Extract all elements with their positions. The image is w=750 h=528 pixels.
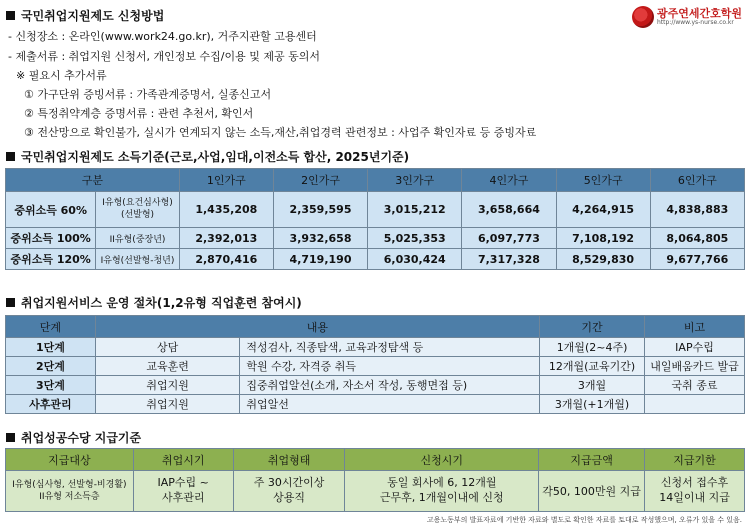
bullet-square-icon (6, 433, 15, 442)
procedure-step: 2단계 (6, 357, 96, 376)
section3-title: 취업지원서비스 운영 절차(1,2유형 직업훈련 참여시) (6, 294, 302, 311)
income-value: 4,719,190 (273, 249, 367, 270)
section1-title: 국민취업지원제도 신청방법 (6, 7, 164, 24)
procedure-note: 내일배움카드 발급 (645, 357, 745, 376)
table-row (6, 471, 745, 512)
procedure-table (5, 315, 745, 414)
section2-title: 국민취업지원제도 소득기준(근로,사업,임대,이전소득 합산, 2025년기준) (6, 148, 409, 165)
bonus-target: I유형(심사형, 선발형-비경활) II유형 저소득층 (6, 471, 134, 512)
bonus-header-amount: 지급금액 (539, 449, 645, 471)
section4-title: 취업성공수당 지급기준 (6, 429, 141, 446)
procedure-header-step: 단계 (6, 316, 96, 338)
procedure-note (645, 395, 745, 414)
income-value: 4,838,883 (650, 192, 744, 228)
footnote: 고용노동부의 발표자료에 기반한 자료와 별도로 확인한 자료를 토대로 작성했으며, 오류가 있을 수 있음. (426, 516, 742, 524)
income-value: 7,317,328 (462, 249, 556, 270)
bonus-header-target: 지급대상 (6, 449, 134, 471)
additional-docs-note: ※ 필요시 추가서류 (16, 69, 107, 82)
table-row (6, 357, 745, 376)
income-header-category: 구분 (6, 169, 180, 192)
procedure-period: 3개월 (540, 376, 645, 395)
bonus-form: 주 30시간이상 상용직 (233, 471, 345, 512)
procedure-period: 1개월(2~4주) (540, 338, 645, 357)
table-row (6, 228, 745, 249)
income-header-1p: 1인가구 (179, 169, 273, 192)
procedure-name: 교육훈련 (95, 357, 240, 376)
procedure-period: 3개월(+1개월) (540, 395, 645, 414)
procedure-content: 학원 수강, 자격증 취득 (240, 357, 540, 376)
income-table (5, 168, 745, 270)
bonus-header-form: 취업형태 (233, 449, 345, 471)
income-label: 중위소득 120% (6, 249, 96, 270)
bonus-header-timing: 취업시기 (133, 449, 233, 471)
procedure-content: 취업알선 (240, 395, 540, 414)
bonus-amount: 각50, 100만원 지급 (539, 471, 645, 512)
income-value: 8,529,830 (556, 249, 650, 270)
procedure-note: IAP수립 (645, 338, 745, 357)
income-value: 4,264,915 (556, 192, 650, 228)
logo (632, 6, 742, 28)
additional-doc-2: ② 특정취약계층 증명서류 : 관련 추천서, 확인서 (24, 107, 254, 120)
procedure-step: 1단계 (6, 338, 96, 357)
procedure-name: 취업지원 (95, 395, 240, 414)
procedure-header-period: 기간 (540, 316, 645, 338)
additional-doc-1: ① 가구단위 증빙서류 : 가족관계증명서, 실종신고서 (24, 88, 272, 101)
income-label: 중위소득 60% (6, 192, 96, 228)
income-header-4p: 4인가구 (462, 169, 556, 192)
procedure-header-content: 내용 (95, 316, 539, 338)
income-value: 3,932,658 (273, 228, 367, 249)
logo-url: http://www.ys-nurse.co.kr (656, 18, 734, 26)
procedure-period: 12개월(교육기간) (540, 357, 645, 376)
income-header-6p: 6인가구 (650, 169, 744, 192)
procedure-content: 집중취업알선(소개, 자소서 작성, 동행면접 등) (240, 376, 540, 395)
income-value: 2,870,416 (179, 249, 273, 270)
procedure-content: 적성검사, 직종탐색, 교육과정탐색 등 (240, 338, 540, 357)
income-header-5p: 5인가구 (556, 169, 650, 192)
income-type: II유형(중장년) (96, 228, 179, 249)
bullet-square-icon (6, 11, 15, 20)
bonus-deadline: 신청서 접수후 14일이내 지급 (645, 471, 745, 512)
income-value: 9,677,766 (650, 249, 744, 270)
income-value: 3,015,212 (368, 192, 462, 228)
income-value: 5,025,353 (368, 228, 462, 249)
bonus-table (5, 448, 745, 512)
income-type: I유형(선발형-청년) (96, 249, 179, 270)
table-row (6, 338, 745, 357)
income-value: 1,435,208 (179, 192, 273, 228)
bonus-header-deadline: 지급기한 (645, 449, 745, 471)
additional-doc-3: ③ 전산망으로 확인불가, 실시가 연계되지 않는 소득,재산,취업경력 관련정보 : 사업주 확인자료 등 증빙자료 (24, 126, 537, 139)
apply-location-line: - 신청장소 : 온라인(www.work24.go.kr), 거주지관할 고용센터 (8, 30, 317, 43)
income-header-2p: 2인가구 (273, 169, 367, 192)
logo-name: 광주연세간호학원 (656, 6, 742, 20)
income-value: 2,359,595 (273, 192, 367, 228)
income-value: 7,108,192 (556, 228, 650, 249)
documents-line: - 제출서류 : 취업지원 신청서, 개인정보 수집/이용 및 제공 동의서 (8, 50, 320, 63)
income-value: 6,030,424 (368, 249, 462, 270)
procedure-note: 국취 종료 (645, 376, 745, 395)
income-value: 3,658,664 (462, 192, 556, 228)
procedure-header-row (6, 316, 745, 338)
bonus-timing: IAP수립 ~ 사후관리 (133, 471, 233, 512)
income-value: 2,392,013 (179, 228, 273, 249)
procedure-name: 취업지원 (95, 376, 240, 395)
table-row (6, 376, 745, 395)
procedure-step: 사후관리 (6, 395, 96, 414)
income-header-row (6, 169, 745, 192)
bonus-header-row (6, 449, 745, 471)
table-row (6, 395, 745, 414)
income-header-3p: 3인가구 (368, 169, 462, 192)
income-type: I유형(요건심사형) (선발형) (96, 192, 179, 228)
bonus-apply: 동일 회사에 6, 12개월 근무후, 1개월이내에 신청 (345, 471, 539, 512)
income-label: 중위소득 100% (6, 228, 96, 249)
income-value: 6,097,773 (462, 228, 556, 249)
bullet-square-icon (6, 298, 15, 307)
bonus-header-apply: 신청시기 (345, 449, 539, 471)
procedure-step: 3단계 (6, 376, 96, 395)
table-row (6, 249, 745, 270)
table-row (6, 192, 745, 228)
bullet-square-icon (6, 152, 15, 161)
logo-emblem-icon (632, 6, 654, 28)
procedure-header-note: 비고 (645, 316, 745, 338)
income-value: 8,064,805 (650, 228, 744, 249)
procedure-name: 상담 (95, 338, 240, 357)
